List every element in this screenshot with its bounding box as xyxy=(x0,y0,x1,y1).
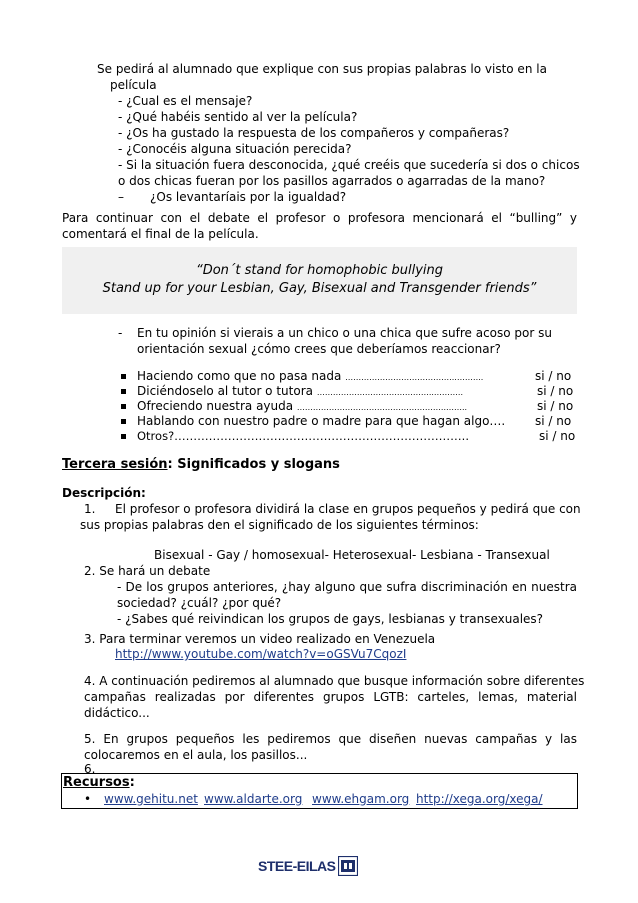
option-bullet xyxy=(121,399,126,414)
resource-link-gehitu[interactable]: www.gehitu.net xyxy=(104,792,198,806)
option-text: Diciéndoselo al tutor o tutora ……………………………………..……….. xyxy=(137,384,463,398)
option-bullet xyxy=(121,414,126,429)
logo-text: STEE-EILAS xyxy=(258,858,336,874)
intro-line-2: película xyxy=(110,78,157,92)
option-bullet xyxy=(121,369,126,384)
option-bullet xyxy=(121,429,126,444)
item-5-line-1: 5. En grupos pequeños les pediremos que diseñen nuevas campañas y las xyxy=(84,732,577,746)
item-1-line-2: sus propias palabras den el significado de los siguientes términos: xyxy=(80,518,479,532)
option-text: Haciendo como que no pasa nada …………………………………..……….. xyxy=(137,369,484,383)
resource-link-aldarte[interactable]: www.aldarte.org xyxy=(204,792,303,806)
item-4-line-3: didáctico... xyxy=(84,706,150,720)
question-item: - ¿Os ha gustado la respuesta de los compañeros y compañeras? xyxy=(118,126,510,140)
option-answer: si / no xyxy=(537,384,574,398)
option-answer: si / no xyxy=(535,414,572,428)
question-item: - ¿Cual es el mensaje? xyxy=(118,94,253,108)
item-6: 6. xyxy=(84,762,96,776)
resource-link-xega[interactable]: http://xega.org/xega/ xyxy=(416,792,543,806)
question-item: o dos chicas fueran por los pasillos agarrados o agarradas de la mano? xyxy=(118,174,546,188)
opinion-line-2: orientación sexual ¿cómo crees que deberíamos reaccionar? xyxy=(137,342,501,356)
option-answer: si / no xyxy=(535,369,572,383)
question-dash: – xyxy=(118,190,124,204)
question-item: - Si la situación fuera desconocida, ¿qué creéis que sucedería si dos o chicos xyxy=(118,158,580,172)
opinion-dash: - xyxy=(118,326,123,340)
terms-list: Bisexual - Gay / homosexual- Heterosexual- Lesbiana - Transexual xyxy=(154,548,550,562)
option-bullet xyxy=(121,384,126,399)
option-answer: si / no xyxy=(537,399,574,413)
logo-emblem-icon xyxy=(338,856,358,876)
description-label: Descripción: xyxy=(62,486,146,500)
continue-paragraph-line-1: Para continuar con el debate el profesor o profesora mencionará el “bulling” y xyxy=(62,211,577,225)
question-item: - ¿Qué habéis sentido al ver la película? xyxy=(118,110,358,124)
item-4-line-2: campañas realizadas por diferentes grupos LGTB: carteles, lemas, material xyxy=(84,690,577,704)
item-2: 2. Se hará un debate xyxy=(84,564,211,578)
opinion-line-1: En tu opinión si vierais a un chico o una chica que sufre acoso por su xyxy=(137,326,552,340)
option-answer: si / no xyxy=(539,429,576,443)
quote-line-1: “Don´t stand for homophobic bullying xyxy=(195,263,444,278)
item-1-line-1: El profesor o profesora dividirá la clase en grupos pequeños y pedirá que con xyxy=(115,502,581,516)
video-link[interactable]: http://www.youtube.com/watch?v=oGSVu7CqozI xyxy=(115,647,407,661)
item-2-sub-1-line-2: sociedad? ¿cuál? ¿por qué? xyxy=(117,596,282,610)
continue-paragraph-line-2: comentará el final de la película. xyxy=(62,227,259,241)
option-text: Otros?………………………………………………………………….. xyxy=(137,429,469,443)
question-item-last: ¿Os levantaríais por la igualdad? xyxy=(150,190,347,204)
item-4-line-1: 4. A continuación pediremos al alumnado que busque información sobre diferentes xyxy=(84,674,585,688)
intro-line-1: Se pedirá al alumnado que explique con sus propias palabras lo visto en la xyxy=(97,62,547,76)
stee-eilas-logo xyxy=(258,855,358,877)
quote-line-2: Stand up for your Lesbian, Gay, Bisexual and Transgender friends” xyxy=(102,281,537,296)
item-2-sub-1-line-1: - De los grupos anteriores, ¿hay alguno que sufra discriminación en nuestra xyxy=(117,580,577,594)
item-5-line-2: colocaremos en el aula, los pasillos... xyxy=(84,748,308,762)
session-title: Tercera sesión: Significados y slogans xyxy=(62,457,340,472)
question-item: - ¿Conocéis alguna situación perecida? xyxy=(118,142,352,156)
resource-link-ehgam[interactable]: www.ehgam.org xyxy=(312,792,410,806)
resources-label: Recursos: xyxy=(63,775,135,790)
item-1-number: 1. xyxy=(84,502,96,516)
item-3: 3. Para terminar veremos un video realizado en Venezuela xyxy=(84,632,436,646)
option-text: Ofreciendo nuestra ayuda ………………………………………………..…….. xyxy=(137,399,468,413)
item-2-sub-2: - ¿Sabes qué reivindican los grupos de gays, lesbianas y transexuales? xyxy=(117,612,544,626)
option-text: Hablando con nuestro padre o madre para que hagan algo…. xyxy=(137,414,506,428)
resources-bullet: • xyxy=(84,792,92,806)
